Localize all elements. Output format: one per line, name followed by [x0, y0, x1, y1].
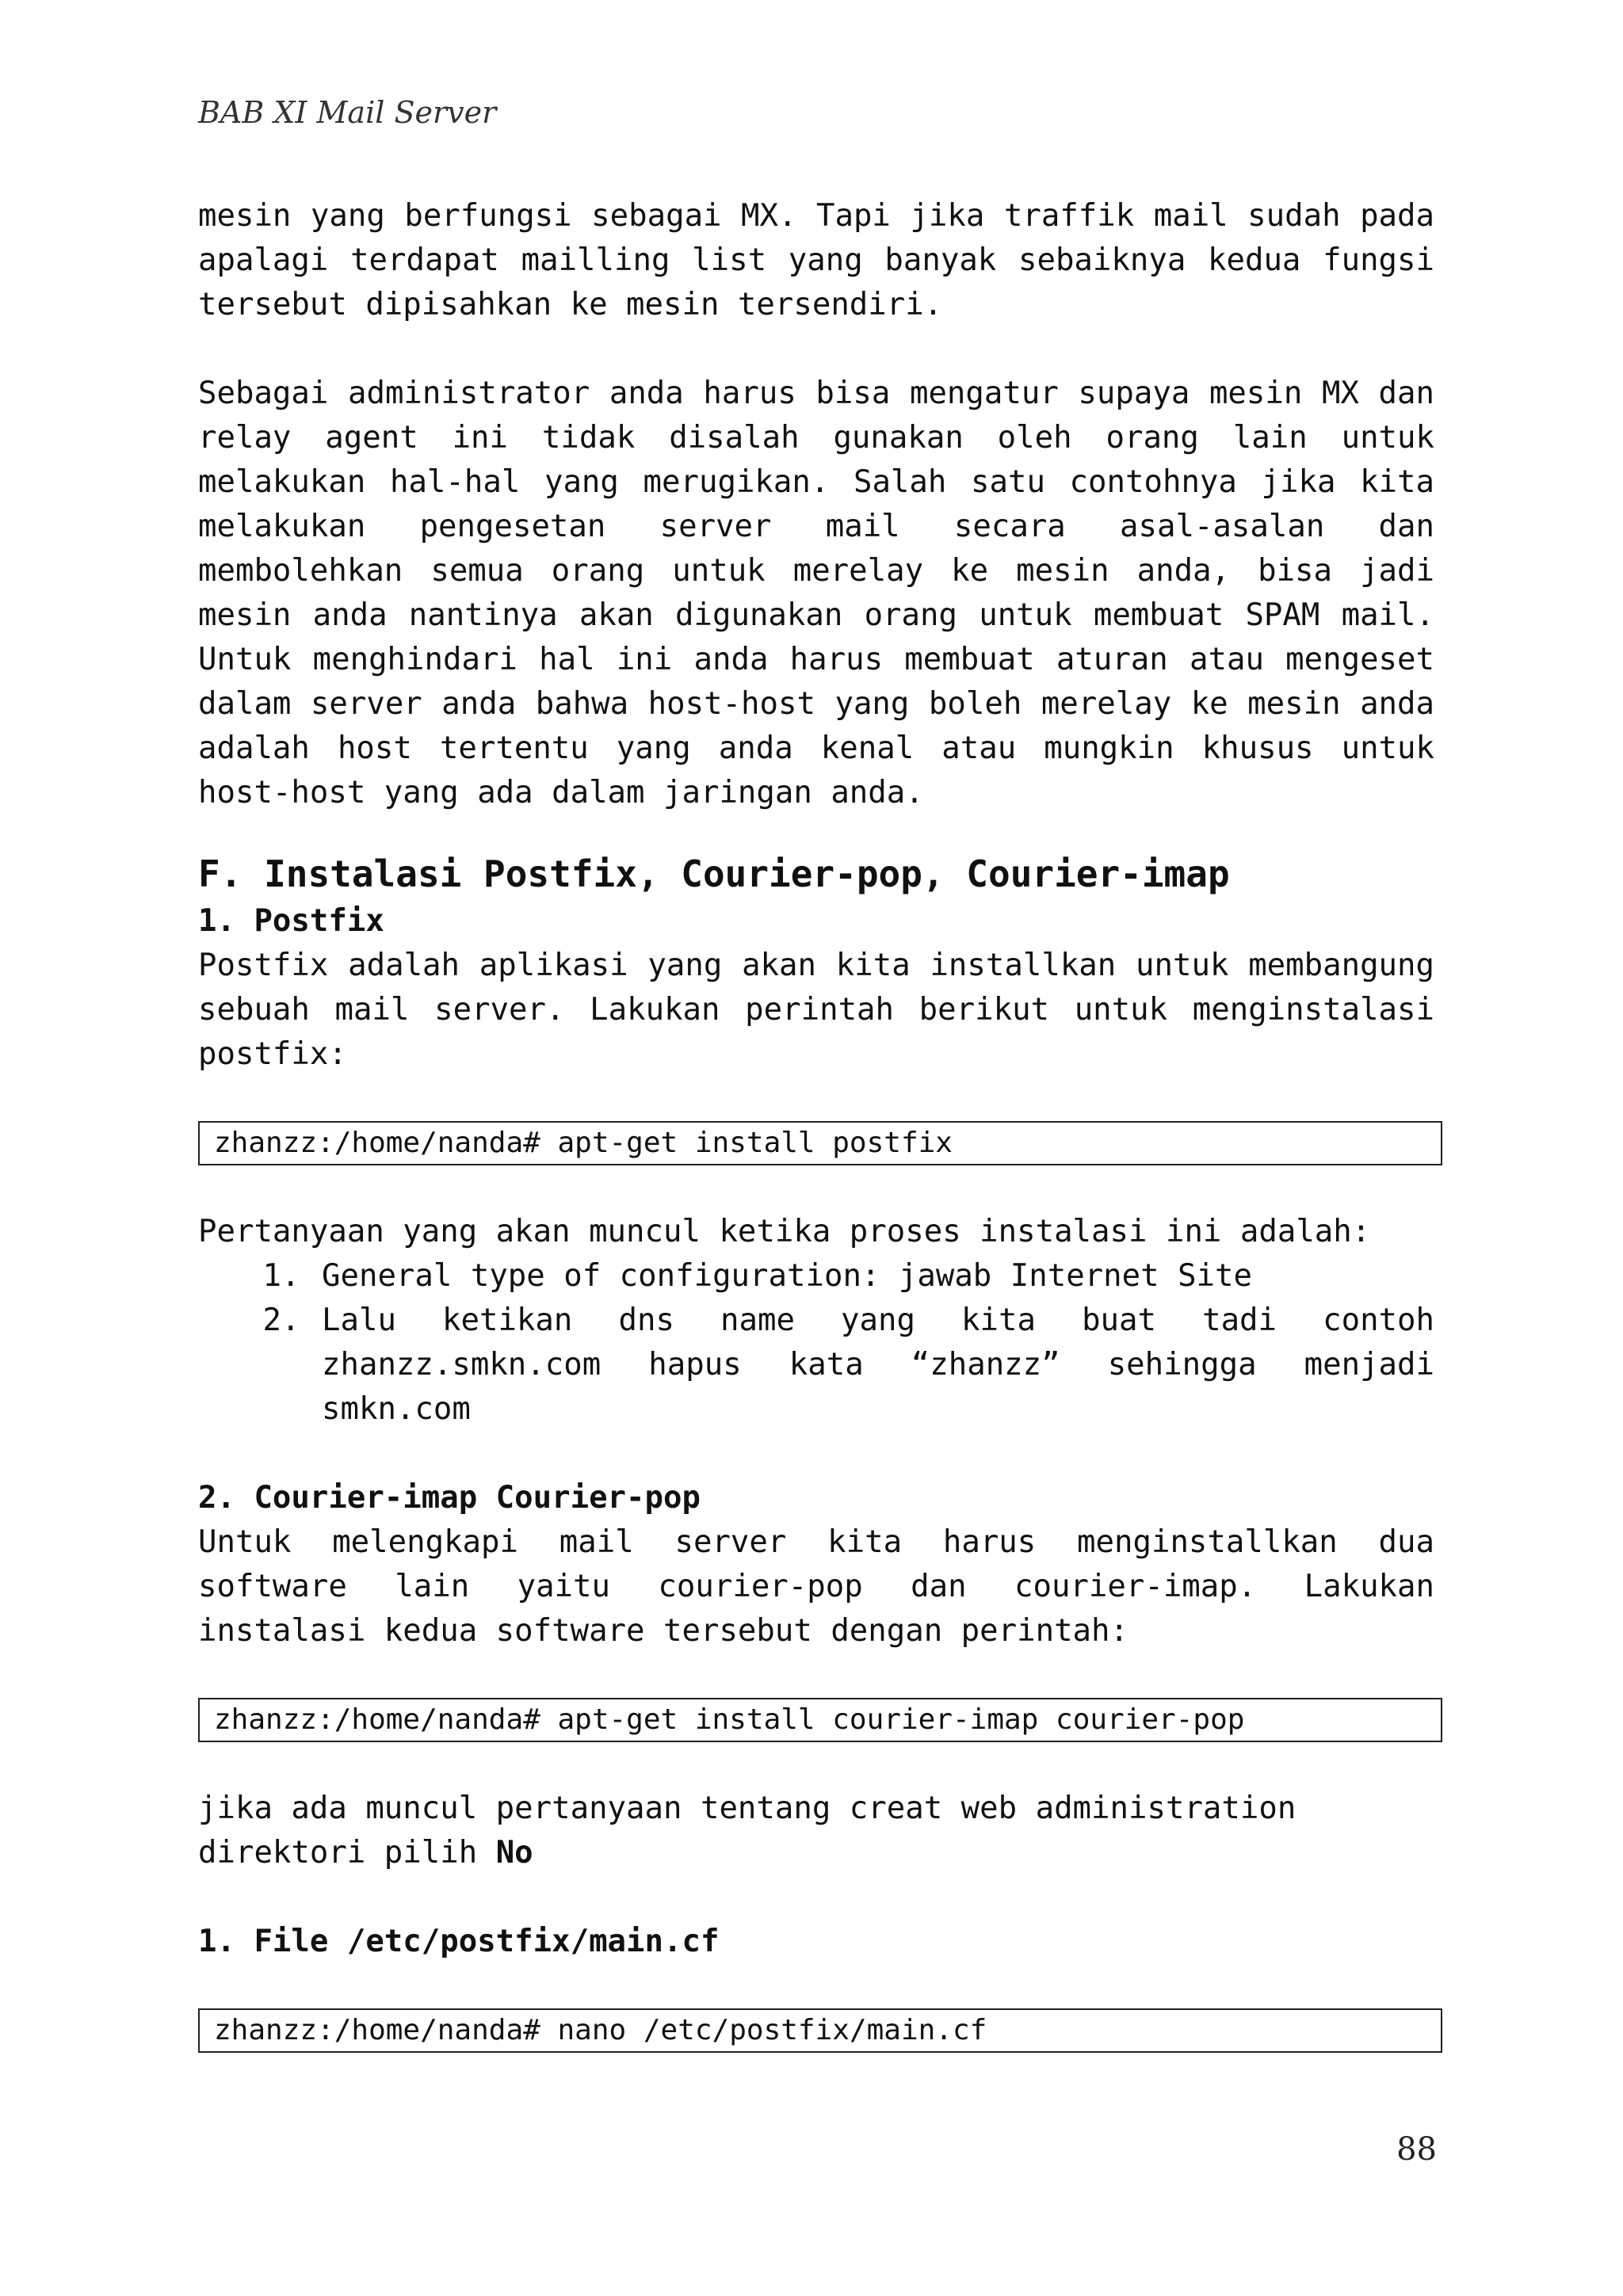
- spacer: [198, 1432, 1434, 1476]
- paragraph-mx-intro: mesin yang berfungsi sebagai MX. Tapi jika traffik mail sudah pada apalagi terdapat mailling list yang banyak sebaiknya kedua fungsi tersebut dipisahkan ke mesin tersendiri.: [198, 198, 1434, 322]
- courier-note-line1: jika ada muncul pertanyaan tentang creat web administration: [198, 1791, 1296, 1826]
- note-prefix: direktori pilih: [198, 1835, 496, 1871]
- postfix-description: Postfix adalah aplikasi yang akan kita installkan untuk membangung sebuah mail server. Lakukan perintah berikut untuk menginstalasi postfix:: [198, 948, 1434, 1072]
- questions-intro: Pertanyaan yang akan muncul ketika proses instalasi ini adalah:: [198, 1214, 1371, 1249]
- questions-list: [198, 1254, 1434, 1432]
- postfix-heading: 1. Postfix: [198, 903, 384, 939]
- spacer: [198, 815, 1434, 849]
- page-number: 88: [1396, 2131, 1437, 2168]
- spacer: [198, 327, 1434, 372]
- command-box-postfix: zhanzz:/home/nanda# apt-get install postfix: [198, 1121, 1442, 1165]
- section-title: F. Instalasi Postfix, Courier-pop, Courier-imap: [198, 852, 1230, 895]
- spacer: [198, 1653, 1434, 1698]
- chapter-header: BAB XI Mail Server: [198, 95, 497, 130]
- spacer: [198, 1165, 1434, 1210]
- spacer: [198, 1742, 1434, 1787]
- courier-note-line2: [198, 1831, 1434, 1875]
- courier-description: Untuk melengkapi mail server kita harus menginstallkan dua software lain yaitu courier-pop dan courier-imap. Lakukan instalasi kedua software tersebut dengan perintah:: [198, 1524, 1434, 1649]
- mainconf-heading: 1. File /etc/postfix/main.cf: [198, 1924, 720, 1959]
- list-item: 1. General type of configuration: jawab Internet Site: [319, 1254, 1434, 1299]
- spacer: [198, 1077, 1434, 1121]
- spacer: [198, 1964, 1434, 2008]
- courier-heading: 2. Courier-imap Courier-pop: [198, 1480, 701, 1516]
- command-box-mainconf: zhanzz:/home/nanda# nano /etc/postfix/main.cf: [198, 2008, 1442, 2053]
- command-box-courier: zhanzz:/home/nanda# apt-get install courier-imap courier-pop: [198, 1698, 1442, 1742]
- page-content: [198, 194, 1434, 2053]
- paragraph-relay-admin: Sebagai administrator anda harus bisa mengatur supaya mesin MX dan relay agent ini tidak disalah gunakan oleh orang lain untuk melakukan hal-hal yang merugikan. Salah satu contohnya jika kita melakukan pengesetan server mail secara asal-asalan dan membolehkan semua orang untuk merelay ke mesin anda, bisa jadi mesin anda nantinya akan digunakan orang untuk membuat SPAM mail. Untuk menghindari hal ini anda harus membuat aturan atau mengeset dalam server anda bahwa host-host yang boleh merelay ke mesin anda adalah host tertentu yang anda kenal atau mungkin khusus untuk host-host yang ada dalam jaringan anda.: [198, 376, 1434, 810]
- list-item: 2. Lalu ketikan dns name yang kita buat tadi contoh zhanzz.smkn.com hapus kata “zhanzz” sehingga menjadi smkn.com: [319, 1299, 1434, 1432]
- note-answer: No: [495, 1835, 533, 1871]
- spacer: [198, 1875, 1434, 1920]
